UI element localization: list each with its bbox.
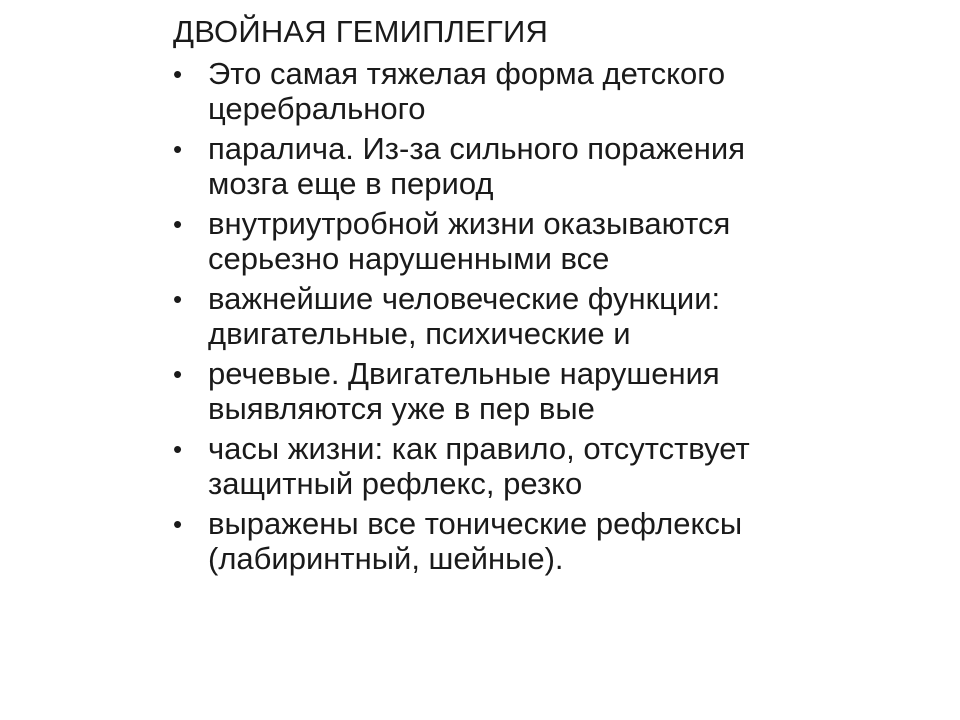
bullet-dot-icon: • <box>173 209 183 239</box>
bullet-line: выявляются уже в пер вые <box>208 390 595 426</box>
bullet-item <box>173 432 873 501</box>
bullet-line: внутриутробной жизни оказываются <box>208 206 731 241</box>
bullet-line: часы жизни: как правило, отсутствует <box>208 431 750 466</box>
slide-content <box>173 14 873 582</box>
bullet-line: важнейшие человеческие функции: <box>208 281 721 316</box>
bullet-line: выражены все тонические рефлексы <box>208 506 743 541</box>
bullet-line: двигательные, психические и <box>208 315 631 351</box>
bullet-list <box>173 57 873 576</box>
bullet-line: церебрального <box>208 90 426 126</box>
bullet-line: серьезно нарушенными все <box>208 240 610 276</box>
bullet-dot-icon: • <box>173 359 183 389</box>
bullet-line: (лабиринтный, шейные). <box>208 540 564 576</box>
bullet-item <box>173 207 873 276</box>
bullet-item <box>173 282 873 351</box>
bullet-line: мозга еще в период <box>208 165 494 201</box>
slide-title: ДВОЙНАЯ ГЕМИПЛЕГИЯ <box>173 14 549 49</box>
bullet-dot-icon: • <box>173 59 183 89</box>
bullet-line: Это самая тяжелая форма детского <box>208 56 726 91</box>
bullet-dot-icon: • <box>173 509 183 539</box>
bullet-dot-icon: • <box>173 284 183 314</box>
bullet-item <box>173 57 873 126</box>
bullet-line: защитный рефлекс, резко <box>208 465 583 501</box>
bullet-dot-icon: • <box>173 434 183 464</box>
bullet-item <box>173 507 873 576</box>
bullet-line: речевые. Двигательные нарушения <box>208 356 720 391</box>
bullet-line: паралича. Из-за сильного поражения <box>208 131 746 166</box>
bullet-dot-icon: • <box>173 134 183 164</box>
bullet-item <box>173 357 873 426</box>
bullet-item <box>173 132 873 201</box>
